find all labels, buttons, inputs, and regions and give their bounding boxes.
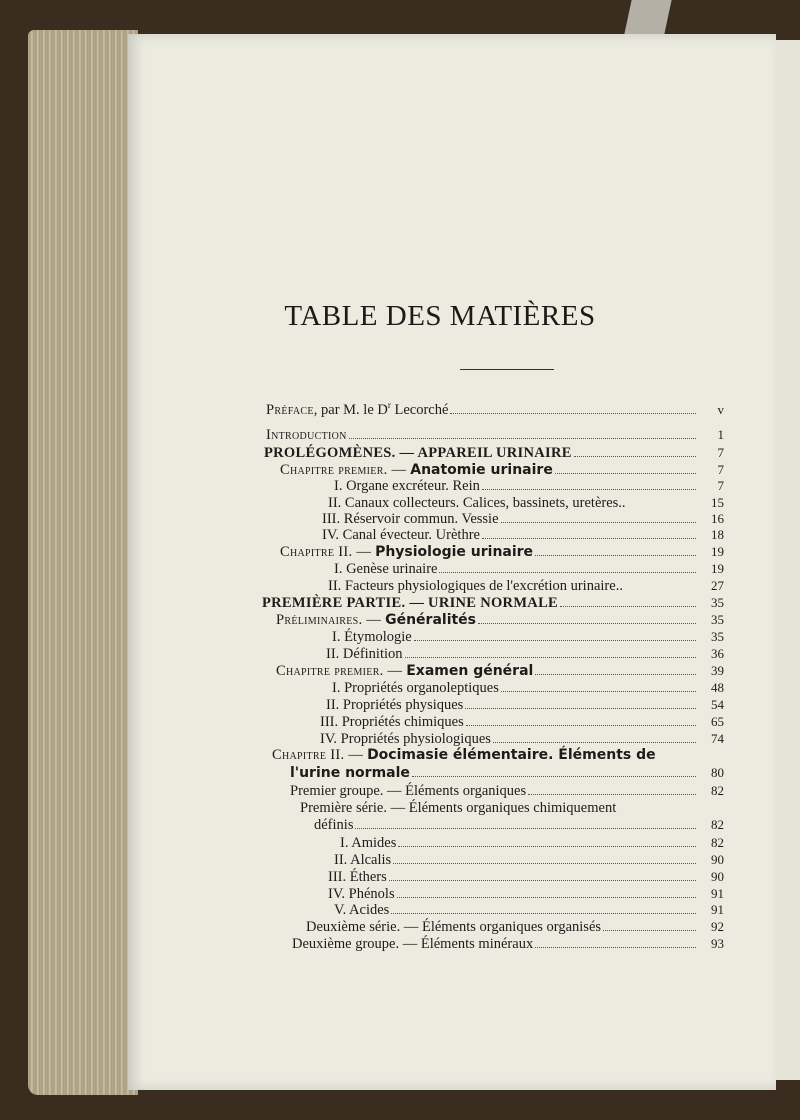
book-page-edges	[28, 30, 138, 1095]
toc-entry-deuxieme-serie: Deuxième série. — Éléments organiques organisés 92	[306, 919, 724, 935]
toc-entry-preface: Préface, par M. le $D^r$ Lecorché v	[266, 400, 724, 418]
toc-entry-s1-i: I. Amides 82	[340, 835, 724, 851]
toc-entry-chapter-1b: Chapitre premier. — Examen général 39	[276, 663, 724, 679]
title-rule	[460, 369, 554, 370]
toc-entry-premiere-serie-line1: Première série. — Éléments organiques chimiquement	[300, 800, 617, 816]
toc-entry-ch2-i: I. Genèse urinaire 19	[334, 561, 724, 577]
toc-entry-ch1b-i: I. Propriétés organoleptiques 48	[332, 680, 724, 696]
toc-entry-prelim-i: I. Étymologie 35	[332, 629, 724, 645]
book-page	[128, 34, 776, 1090]
toc-entry-premiere-serie: définis 82	[314, 817, 724, 833]
toc-entry-ch1b-iii: III. Propriétés chimiques 65	[320, 714, 724, 730]
toc-entry-s1-iii: III. Éthers 90	[328, 869, 724, 885]
toc-entry-introduction: Introduction 1	[266, 427, 724, 443]
toc-entry-prelim-ii: II. Définition 36	[326, 646, 724, 662]
toc-entry-chapter-2b-line1: Chapitre II. — Docimasie élémentaire. Éléments de	[272, 747, 656, 763]
bookmark-ribbon	[624, 0, 671, 34]
toc-entry-ch1-iv: IV. Canal évecteur. Urèthre 18	[322, 527, 724, 543]
toc-entry-ch1-i: I. Organe excréteur. Rein 7	[334, 478, 724, 494]
toc-entry-premier-groupe: Premier groupe. — Éléments organiques 82	[290, 783, 724, 799]
toc-entry-ch1-ii: II. Canaux collecteurs. Calices, bassinets, uretères.. 15	[328, 495, 724, 511]
toc-entry-preliminaires: Préliminaires. — Généralités 35	[276, 612, 724, 628]
toc-entry-chapter-2: Chapitre II. — Physiologie urinaire 19	[280, 544, 724, 560]
toc-entry-ch2-ii: II. Facteurs physiologiques de l'excrétion urinaire.. 27	[328, 578, 724, 594]
toc-entry-s1-ii: II. Alcalis 90	[334, 852, 724, 868]
page-title: TABLE DES MATIÈRES	[284, 300, 596, 332]
toc-entry-ch1b-ii: II. Propriétés physiques 54	[326, 697, 724, 713]
toc-entry-chapter-1: Chapitre premier. — Anatomie urinaire 7	[280, 462, 724, 478]
toc-entry-ch1b-iv: IV. Propriétés physiologiques 74	[320, 731, 724, 747]
toc-entry-s1-iv: IV. Phénols 91	[328, 886, 724, 902]
toc-entry-deuxieme-groupe: Deuxième groupe. — Éléments minéraux 93	[292, 936, 724, 952]
toc-entry-chapter-2b: l'urine normale 80	[290, 765, 724, 781]
toc-entry-prolegomenes: PROLÉGOMÈNES. — APPAREIL URINAIRE 7	[264, 445, 724, 461]
toc-entry-ch1-iii: III. Réservoir commun. Vessie 16	[322, 511, 724, 527]
toc-entry-premiere-partie: PREMIÈRE PARTIE. — URINE NORMALE 35	[262, 595, 724, 611]
toc-entry-s1-v: V. Acides 91	[334, 902, 724, 918]
